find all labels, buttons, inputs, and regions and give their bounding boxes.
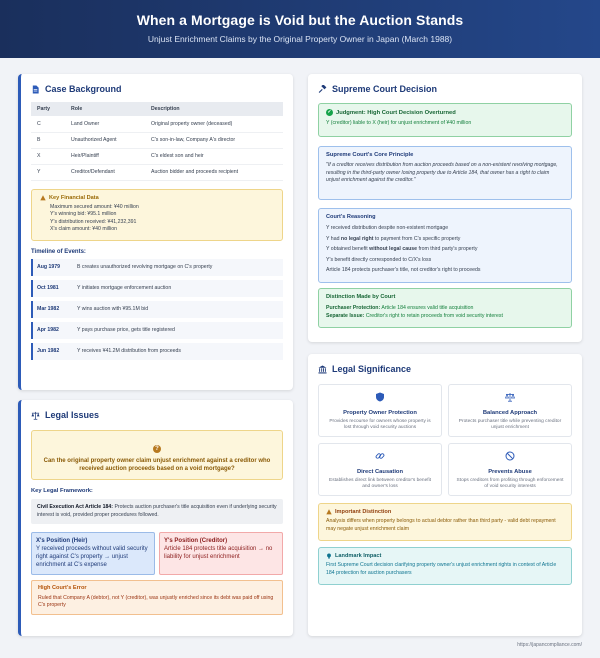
framework-heading: Key Legal Framework: bbox=[31, 488, 93, 494]
heir-position-box bbox=[31, 532, 155, 575]
significance-card-title: Property Owner Protection bbox=[343, 410, 417, 416]
financial-item: Y's winning bid: ¥95.1 million bbox=[50, 211, 117, 217]
legal-significance-title: Legal Significance bbox=[332, 364, 412, 374]
ban-icon bbox=[505, 451, 515, 461]
significance-card-desc: Stops creditors from profiting through enforcement of void security interests bbox=[456, 478, 564, 490]
reasoning-item bbox=[326, 244, 564, 255]
reasoning-item bbox=[326, 234, 564, 245]
table-row bbox=[31, 116, 283, 132]
timeline-text: Y initiates mortgage enforcement auction bbox=[77, 285, 172, 291]
separate-label: Separate Issue: bbox=[326, 313, 365, 319]
reasoning-item bbox=[326, 223, 564, 234]
landmark-impact-box bbox=[318, 547, 572, 585]
role-cell: Land Owner bbox=[65, 116, 145, 132]
article-label: Civil Execution Act Article 184: bbox=[37, 504, 114, 510]
reasoning-item bbox=[326, 255, 564, 266]
role-cell: Unauthorized Agent bbox=[65, 132, 145, 148]
purchaser-label: Purchaser Protection: bbox=[326, 305, 381, 311]
important-distinction-text: Analysis differs when property belongs to actual debtor rather than third party - valid debt repayment may negate unjust enrichment claim bbox=[326, 518, 556, 532]
purchaser-text: Article 184 ensures valid title acquisition bbox=[381, 305, 474, 311]
distinction-line bbox=[326, 304, 564, 312]
table-row bbox=[31, 164, 283, 180]
footer-link[interactable]: https://japancompliance.com/ bbox=[517, 642, 582, 648]
role-cell: Creditor/Defendant bbox=[65, 164, 145, 180]
timeline-date: Oct 1981 bbox=[37, 285, 59, 291]
distinction-line bbox=[326, 312, 564, 320]
case-background-heading bbox=[31, 84, 283, 94]
warning-icon bbox=[40, 195, 46, 201]
timeline-text: Y pays purchase price, gets title registered bbox=[77, 327, 175, 333]
financial-data-title: Key Financial Data bbox=[49, 194, 99, 201]
landmark-impact-heading bbox=[326, 553, 564, 559]
important-distinction-box bbox=[318, 503, 572, 541]
reasoning-title: Court's Reasoning bbox=[326, 214, 376, 220]
shield-icon bbox=[375, 392, 385, 402]
scale-icon bbox=[505, 392, 515, 402]
case-background-card bbox=[18, 74, 293, 390]
article-184-box bbox=[31, 499, 283, 524]
timeline-item bbox=[31, 301, 283, 318]
case-background-title: Case Background bbox=[45, 84, 122, 94]
reasoning-text: Y obtained benefit bbox=[326, 246, 370, 252]
timeline-heading: Timeline of Events: bbox=[31, 248, 86, 255]
financial-item: X's claim amount: ¥40 million bbox=[50, 226, 118, 232]
creditor-position-title: Y's Position (Creditor) bbox=[164, 538, 228, 544]
reasoning-item bbox=[326, 265, 564, 276]
check-icon: ✓ bbox=[327, 109, 332, 115]
party-cell: C bbox=[31, 116, 65, 132]
column-header: Description bbox=[145, 102, 283, 116]
scale-icon bbox=[31, 411, 40, 420]
description-cell: Auction bidder and proceeds recipient bbox=[145, 164, 283, 180]
role-cell: Heir/Plaintiff bbox=[65, 148, 145, 164]
description-cell: C's eldest son and heir bbox=[145, 148, 283, 164]
landmark-impact-text: First Supreme Court decision clarifying property owner's unjust enrichment rights in context of Article 184 protection for auction purchasers bbox=[326, 562, 557, 576]
judgment-text: Y (creditor) liable to X (heir) for unjust enrichment of ¥40 million bbox=[326, 120, 472, 126]
judgment-heading bbox=[326, 109, 564, 116]
article-text: Protects auction purchaser's title acquisition even if underlying security interest is void, provided proper procedures followed. bbox=[37, 504, 277, 518]
column-header: Role bbox=[65, 102, 145, 116]
page-title: When a Mortgage is Void but the Auction Stands bbox=[136, 12, 464, 28]
document-icon bbox=[31, 85, 40, 94]
timeline-text: Y receives ¥41.2M distribution from proceeds bbox=[77, 348, 181, 354]
reasoning-text: to payment from C's specific property bbox=[373, 235, 461, 242]
central-question-box bbox=[31, 430, 283, 480]
heir-position-title: X's Position (Heir) bbox=[36, 538, 88, 544]
important-distinction-title: Important Distinction bbox=[335, 509, 392, 515]
institution-icon bbox=[318, 365, 327, 374]
supreme-court-heading bbox=[318, 84, 572, 94]
reasoning-text: Y received distribution despite non-existent mortgage bbox=[326, 225, 449, 231]
timeline-item bbox=[31, 322, 283, 339]
timeline-text: B creates unauthorized revolving mortgage on C's property bbox=[77, 264, 213, 270]
separate-text: Creditor's right to retain proceeds from void security interest bbox=[365, 313, 503, 319]
timeline-item bbox=[31, 280, 283, 297]
reasoning-text: Y had bbox=[326, 235, 341, 242]
significance-card-title: Direct Causation bbox=[356, 469, 404, 475]
high-court-error-text: Ruled that Company A (debtor), not Y (creditor), was unjustly enriched since its debt was paid off using C's property bbox=[38, 594, 274, 608]
central-question: Can the original property owner claim unjust enrichment against a creditor who received auction proceeds based on a void mortgage? bbox=[43, 458, 271, 472]
description-cell: C's son-in-law, Company A's director bbox=[145, 132, 283, 148]
judgment-title: Judgment: High Court Decision Overturned bbox=[336, 109, 456, 116]
party-cell: X bbox=[31, 148, 65, 164]
reasoning-text: Article 184 protects purchaser's title, not creditor's right to proceeds bbox=[326, 267, 481, 273]
legal-significance-card bbox=[308, 354, 582, 636]
reasoning-emphasis: no legal right bbox=[340, 235, 374, 242]
distinction-title: Distinction Made by Court bbox=[326, 294, 396, 300]
timeline-item bbox=[31, 343, 283, 360]
significance-card bbox=[318, 384, 442, 437]
reasoning-emphasis: without legal cause bbox=[369, 246, 418, 252]
legal-issues-title: Legal Issues bbox=[45, 410, 100, 420]
financial-data-box bbox=[31, 189, 283, 241]
creditor-position-box bbox=[159, 532, 283, 575]
landmark-impact-title: Landmark Impact bbox=[335, 553, 382, 559]
important-distinction-heading bbox=[326, 509, 564, 515]
parties-table bbox=[31, 102, 283, 181]
supreme-court-card bbox=[308, 74, 582, 342]
table-row bbox=[31, 148, 283, 164]
distinction-box bbox=[318, 288, 572, 328]
financial-item: Maximum secured amount: ¥40 million bbox=[50, 203, 139, 210]
timeline-date: Mar 1982 bbox=[37, 306, 60, 312]
party-cell: B bbox=[31, 132, 65, 148]
significance-card-title: Balanced Approach bbox=[482, 410, 538, 416]
description-cell: Original property owner (deceased) bbox=[145, 116, 283, 132]
significance-card-desc: Provides recourse for owners whose property is lost through void security auctions bbox=[329, 419, 431, 431]
heir-position-text: Y received proceeds without valid security right against C's property → unjust enrichment at C's expense bbox=[36, 546, 148, 568]
positions-row bbox=[31, 532, 283, 575]
legal-significance-heading bbox=[318, 364, 572, 374]
page-header bbox=[0, 0, 600, 58]
significance-card bbox=[448, 443, 572, 496]
gavel-icon bbox=[318, 85, 327, 94]
timeline-date: Apr 1982 bbox=[37, 327, 59, 333]
significance-card bbox=[448, 384, 572, 437]
timeline-date: Jun 1982 bbox=[37, 348, 60, 354]
table-row bbox=[31, 132, 283, 148]
column-header: Party bbox=[31, 102, 65, 116]
significance-card-desc: Establishes direct link between creditor's benefit and owner's loss bbox=[329, 478, 431, 490]
significance-card-title: Prevents Abuse bbox=[488, 469, 532, 475]
warning-icon bbox=[326, 509, 332, 515]
creditor-position-text: Article 184 protects title acquisition → no liability for unjust enrichment bbox=[164, 546, 273, 560]
judgment-box bbox=[318, 103, 572, 137]
page-subtitle: Unjust Enrichment Claims by the Original Property Owner in Japan (March 1988) bbox=[147, 34, 453, 44]
supreme-court-title: Supreme Court Decision bbox=[332, 84, 438, 94]
reasoning-text: Y's benefit directly corresponded to C/X's loss bbox=[326, 256, 432, 263]
legal-issues-heading bbox=[31, 410, 283, 420]
significance-card-desc: Protects purchaser title while preventing creditor unjust enrichment bbox=[458, 419, 562, 431]
significance-card bbox=[318, 443, 442, 496]
core-principle-box bbox=[318, 146, 572, 200]
high-court-error-title: High Court's Error bbox=[38, 585, 87, 591]
reasoning-text: from third party's property bbox=[417, 246, 478, 252]
core-principle-quote: "If a creditor receives distribution from auction proceeds based on a non-existent revolving mortgage, resulting in the third-party owner losing property due to Article 184, that owner has a right to claim unjust enrichment against the creditor." bbox=[326, 162, 558, 184]
party-cell: Y bbox=[31, 164, 65, 180]
financial-data-heading bbox=[40, 195, 274, 201]
timeline-text: Y wins auction with ¥95.1M bid bbox=[77, 306, 149, 312]
question-icon: ? bbox=[153, 445, 161, 453]
timeline-item bbox=[31, 259, 283, 276]
lightbulb-icon bbox=[326, 553, 332, 559]
core-principle-title: Supreme Court's Core Principle bbox=[326, 152, 414, 158]
financial-item: Y's distribution received: ¥41,232,391 bbox=[50, 218, 137, 225]
timeline-date: Aug 1979 bbox=[37, 264, 61, 270]
significance-grid bbox=[318, 384, 572, 496]
legal-issues-card bbox=[18, 400, 293, 636]
reasoning-box bbox=[318, 208, 572, 283]
link-icon bbox=[375, 451, 385, 461]
high-court-error-box bbox=[31, 580, 283, 615]
